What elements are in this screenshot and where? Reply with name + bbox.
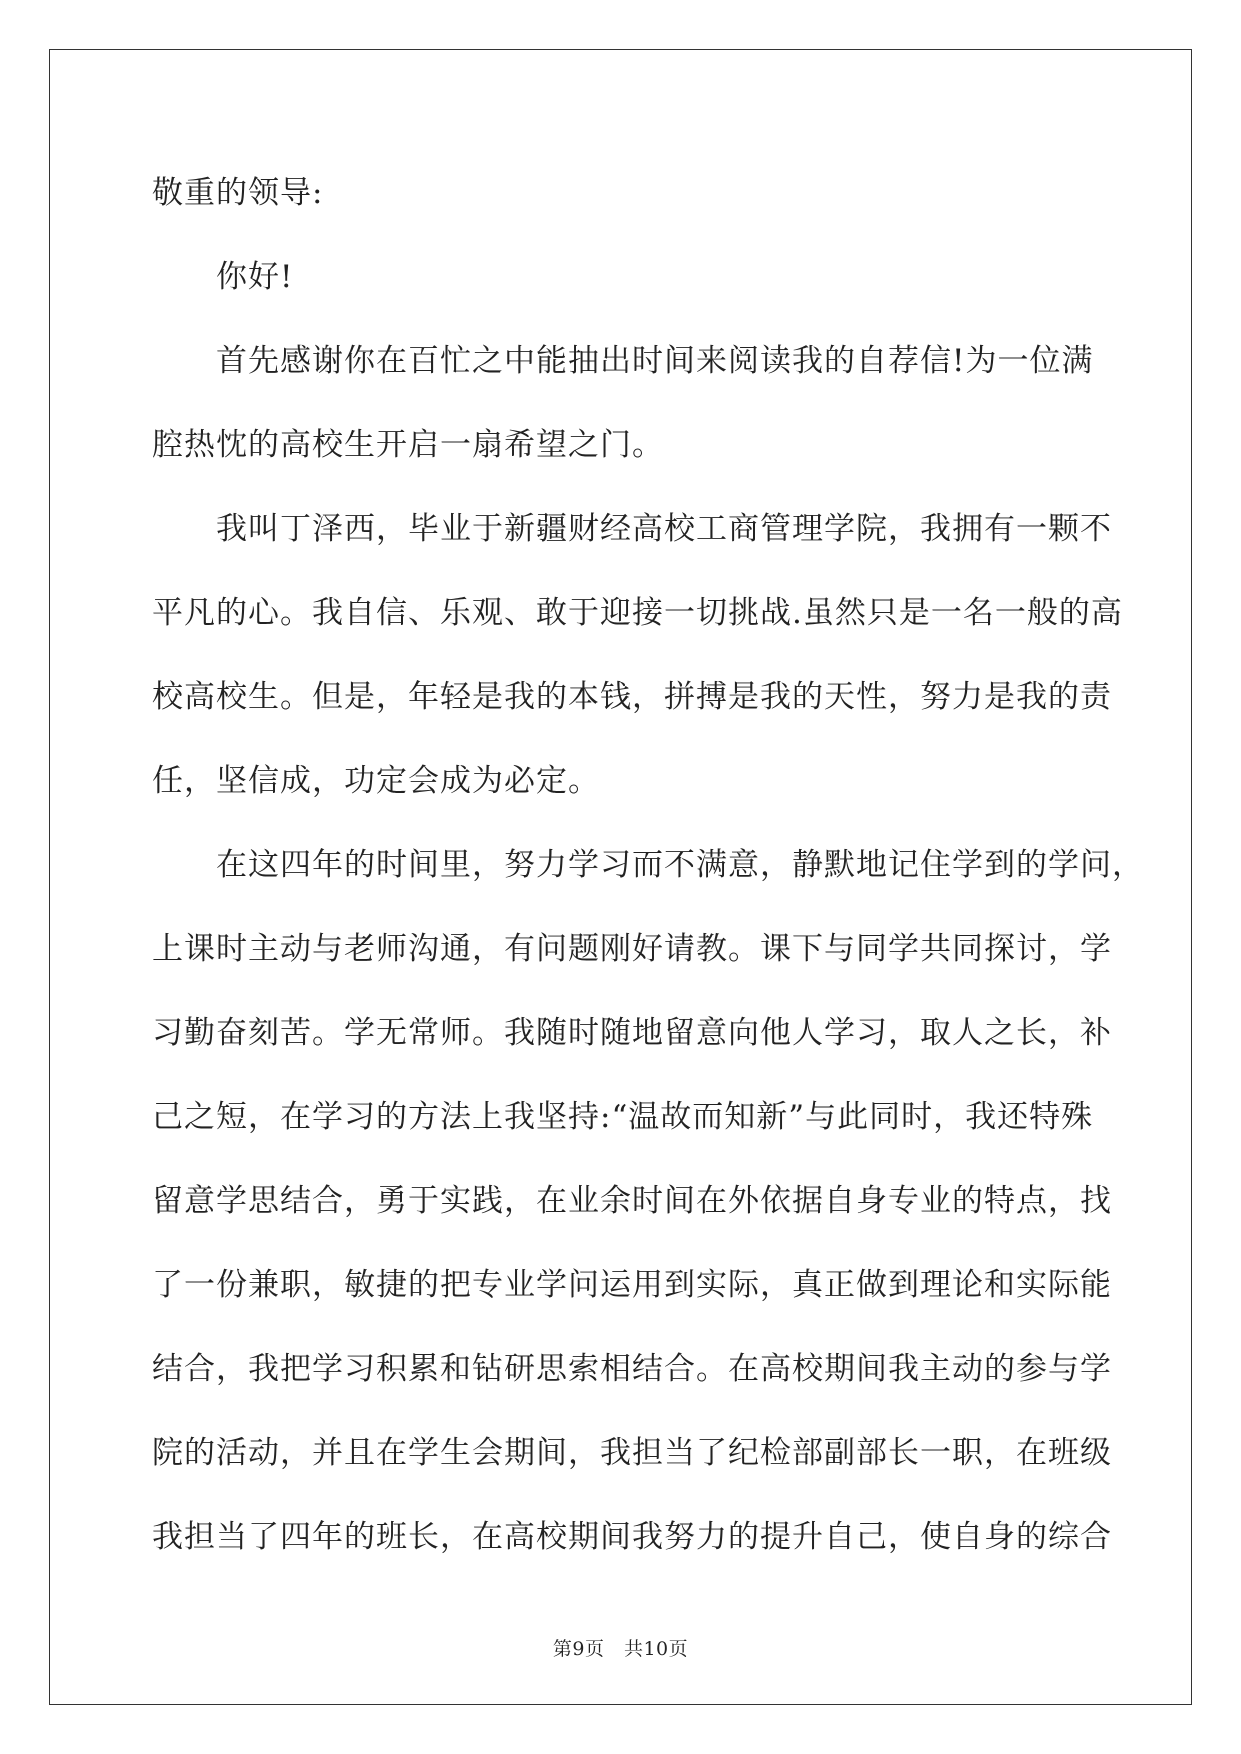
letter-body bbox=[152, 163, 1144, 1591]
text-line: 己之短，在学习的方法上我坚持:“温故而知新”与此同时，我还特殊 bbox=[152, 1099, 1094, 1135]
text-line: 我担当了四年的班长，在高校期间我努力的提升自己，使自身的综合 bbox=[152, 1519, 1112, 1555]
text-line: 院的活动，并且在学生会期间，我担当了纪检部副部长一职，在班级 bbox=[152, 1435, 1112, 1471]
page-number-footer: 第9页 共10页 bbox=[552, 1638, 689, 1660]
text-line: 习勤奋刻苦。学无常师。我随时随地留意向他人学习，取人之长，补 bbox=[152, 1015, 1112, 1051]
text-line: 平凡的心。我自信、乐观、敢于迎接一切挑战.虽然只是一名一般的高 bbox=[152, 595, 1123, 631]
text-line: 留意学思结合，勇于实践，在业余时间在外依据自身专业的特点，找 bbox=[152, 1183, 1112, 1219]
text-line: 我叫丁泽西，毕业于新疆财经高校工商管理学院，我拥有一颗不 bbox=[216, 511, 1112, 547]
text-line: 上课时主动与老师沟通，有问题刚好请教。课下与同学共同探讨，学 bbox=[152, 931, 1112, 967]
text-line: 校高校生。但是，年轻是我的本钱，拼搏是我的天性，努力是我的责 bbox=[152, 679, 1112, 715]
text-line: 首先感谢你在百忙之中能抽出时间来阅读我的自荐信!为一位满 bbox=[216, 343, 1094, 379]
text-line: 腔热忱的高校生开启一扇希望之门。 bbox=[152, 427, 664, 463]
greeting-line: 你好! bbox=[216, 259, 294, 295]
salutation-line: 敬重的领导: bbox=[152, 175, 324, 211]
text-line: 了一份兼职，敏捷的把专业学问运用到实际，真正做到理论和实际能 bbox=[152, 1267, 1112, 1303]
text-line: 结合，我把学习积累和钻研思索相结合。在高校期间我主动的参与学 bbox=[152, 1351, 1112, 1387]
text-line: 任，坚信成，功定会成为必定。 bbox=[152, 763, 600, 799]
text-line: 在这四年的时间里，努力学习而不满意，静默地记住学到的学问， bbox=[216, 847, 1144, 883]
